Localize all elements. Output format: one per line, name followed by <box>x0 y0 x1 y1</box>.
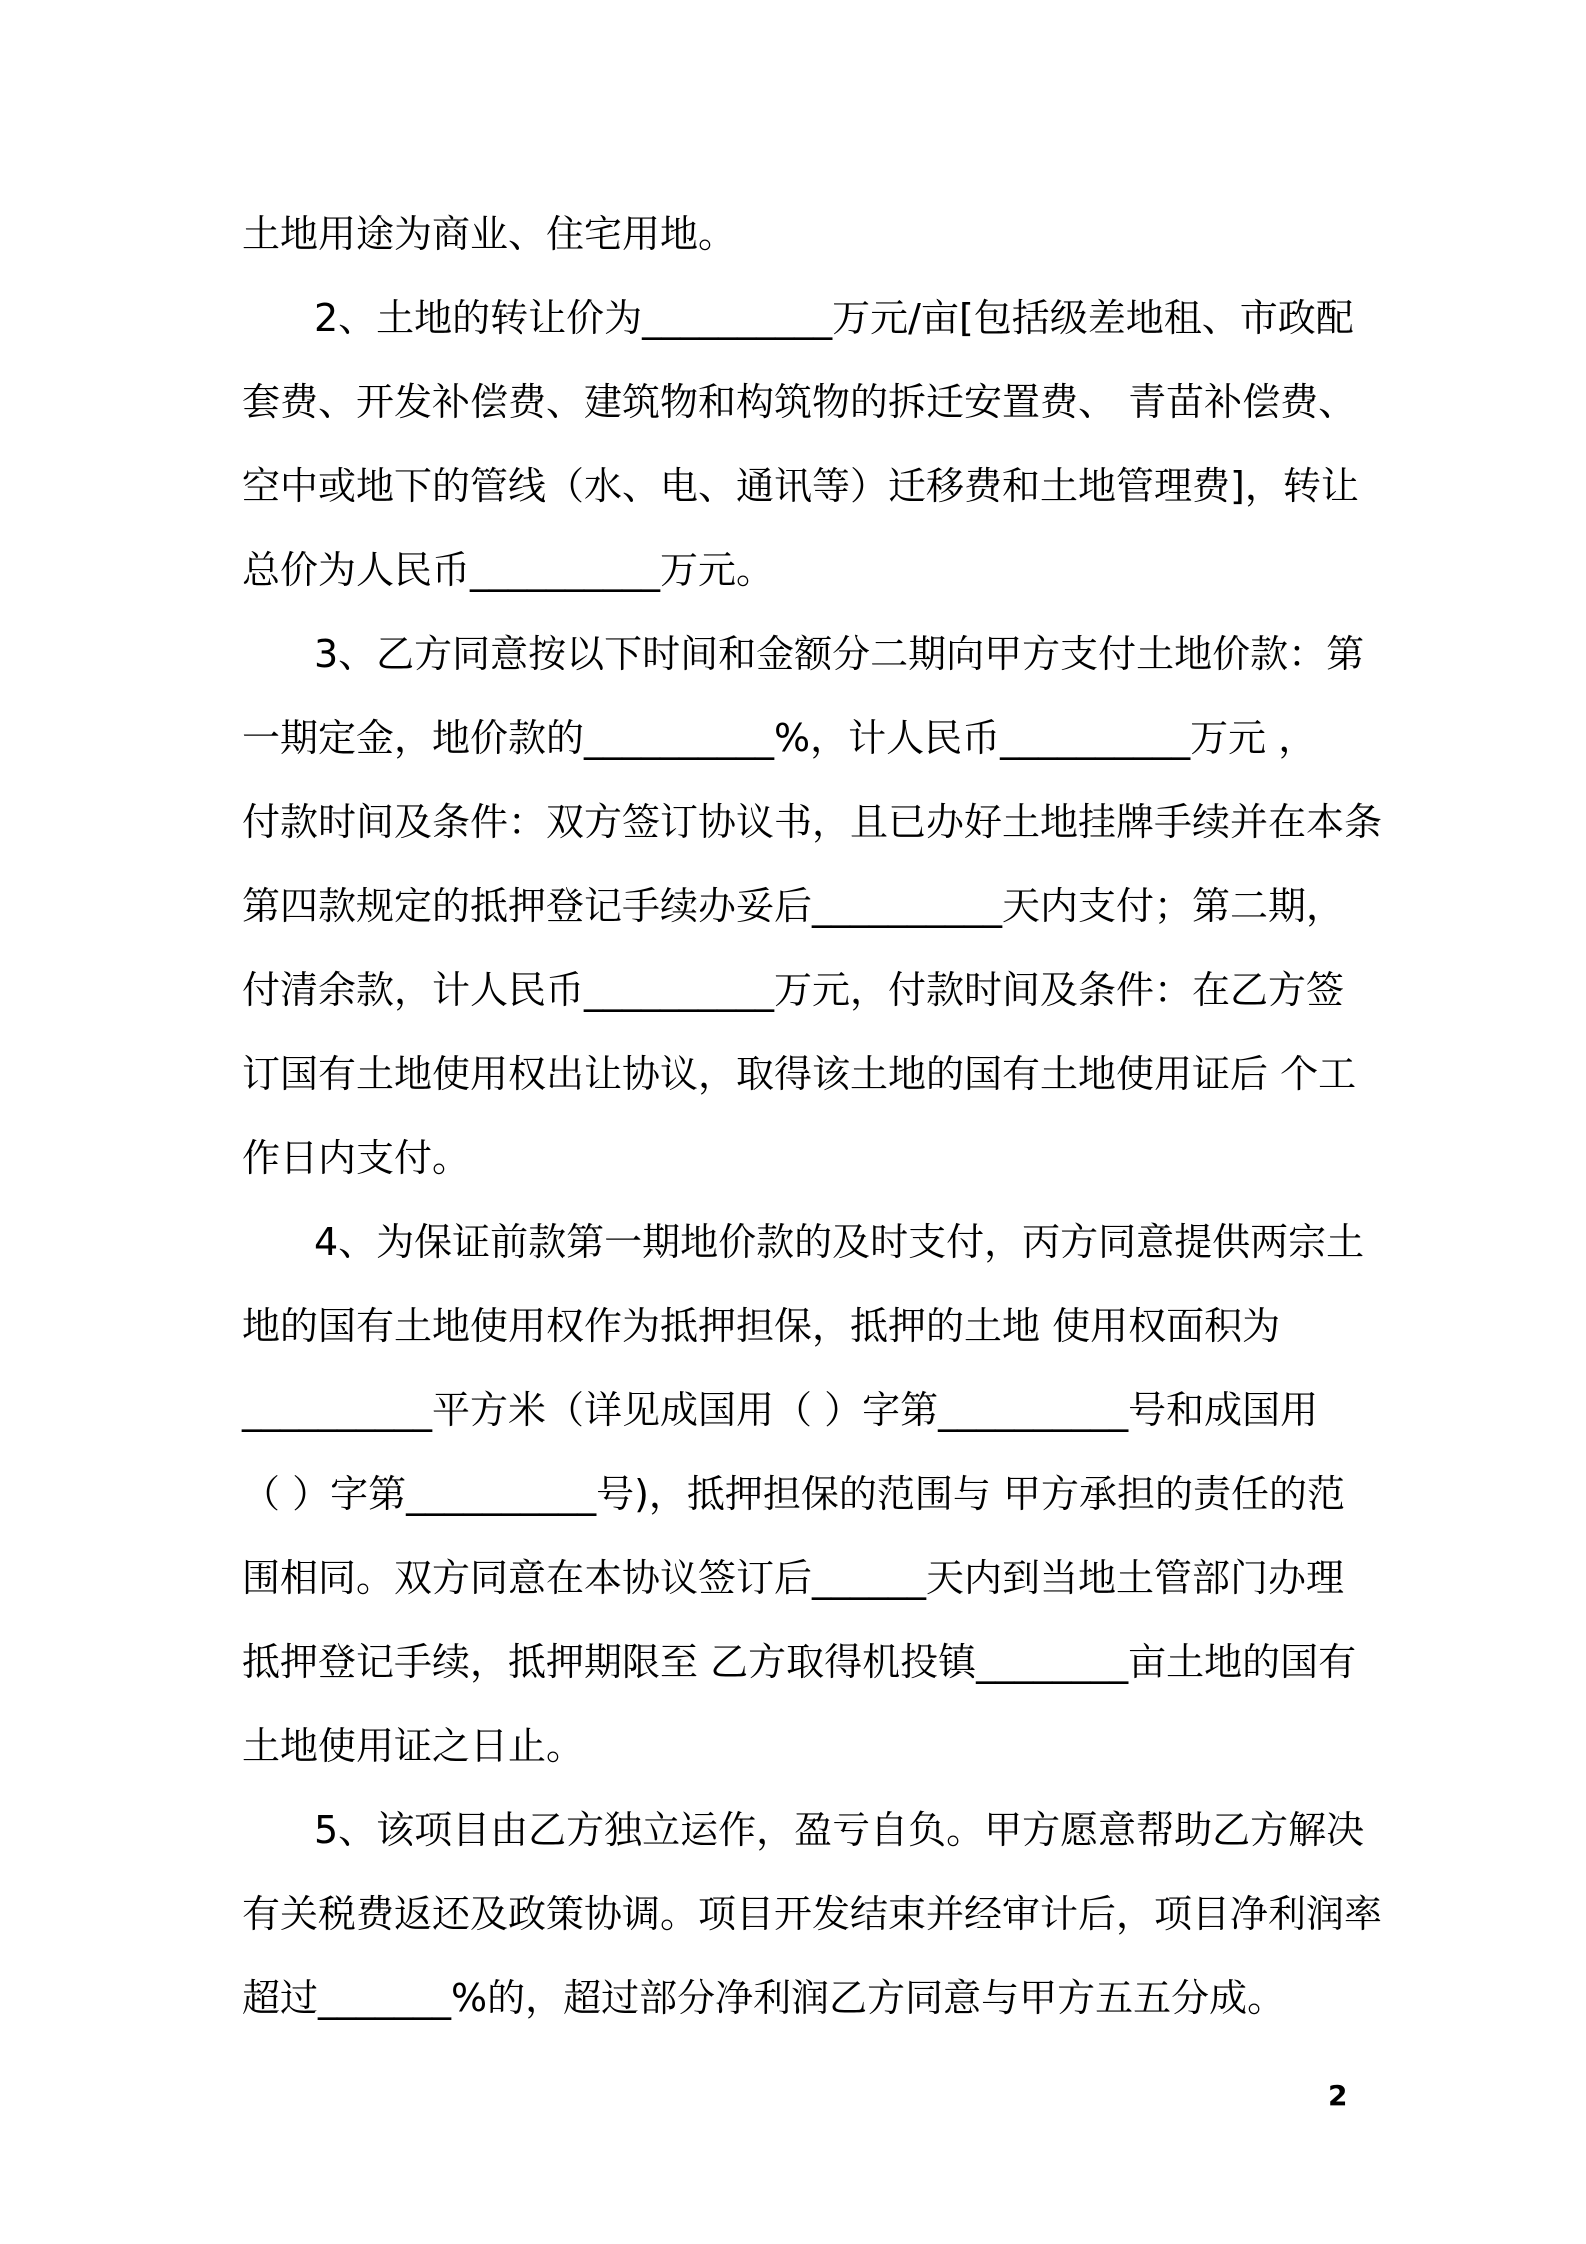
clause-5-line-2: 有关税费返还及政策协调。项目开发结束并经审计后，项目净利润率 <box>242 1892 1383 1936</box>
clause-4-line-2: 地的国有土地使用权作为抵押担保，抵押的土地 使用权面积为 <box>242 1304 1281 1348</box>
clause-4-line-3: __________平方米（详见成国用（ ）字第__________号和成国用 <box>242 1388 1319 1432</box>
clause-4-line-5: 围相同。双方同意在本协议签订后______天内到当地土管部门办理 <box>242 1556 1345 1600</box>
clause-4-line-7: 土地使用证之日止。 <box>242 1724 585 1768</box>
clause-4-line-6: 抵押登记手续，抵押期限至 乙方取得机投镇________亩土地的国有 <box>242 1640 1357 1684</box>
clause-4-line-1: 4、为保证前款第一期地价款的及时支付，丙方同意提供两宗土 <box>314 1220 1365 1264</box>
paragraph-1-line-1: 土地用途为商业、住宅用地。 <box>242 212 737 256</box>
clause-3-line-4: 第四款规定的抵押登记手续办妥后__________天内支付；第二期， <box>242 884 1345 928</box>
clause-3-line-7: 作日内支付。 <box>242 1136 471 1180</box>
clause-3-line-1: 3、乙方同意按以下时间和金额分二期向甲方支付土地价款：第 <box>314 632 1365 676</box>
clause-2-line-2: 套费、开发补偿费、建筑物和构筑物的拆迁安置费、 青苗补偿费、 <box>242 380 1357 424</box>
clause-2-line-3: 空中或地下的管线（水、电、通讯等）迁移费和土地管理费]，转让 <box>242 464 1359 508</box>
clause-3-line-6: 订国有土地使用权出让协议，取得该土地的国有土地使用证后 个工 <box>242 1052 1357 1096</box>
clause-5-line-3: 超过_______%的，超过部分净利润乙方同意与甲方五五分成。 <box>242 1976 1286 2020</box>
page-number: 2 <box>1328 2079 1348 2112</box>
clause-5-line-1: 5、该项目由乙方独立运作，盈亏自负。甲方愿意帮助乙方解决 <box>314 1808 1365 1852</box>
clause-3-line-2: 一期定金，地价款的__________%，计人民币__________万元 ， <box>242 716 1317 760</box>
clause-3-line-5: 付清余款，计人民币__________万元，付款时间及条件：在乙方签 <box>242 968 1345 1012</box>
clause-3-line-3: 付款时间及条件：双方签订协议书，且已办好土地挂牌手续并在本条 <box>242 800 1383 844</box>
clause-2-line-4: 总价为人民币__________万元。 <box>242 548 775 592</box>
clause-2-line-1: 2、土地的转让价为__________万元/亩[包括级差地租、市政配 <box>314 296 1354 340</box>
clause-4-line-4: （ ）字第__________号)，抵押担保的范围与 甲方承担的责任的范 <box>242 1472 1345 1516</box>
